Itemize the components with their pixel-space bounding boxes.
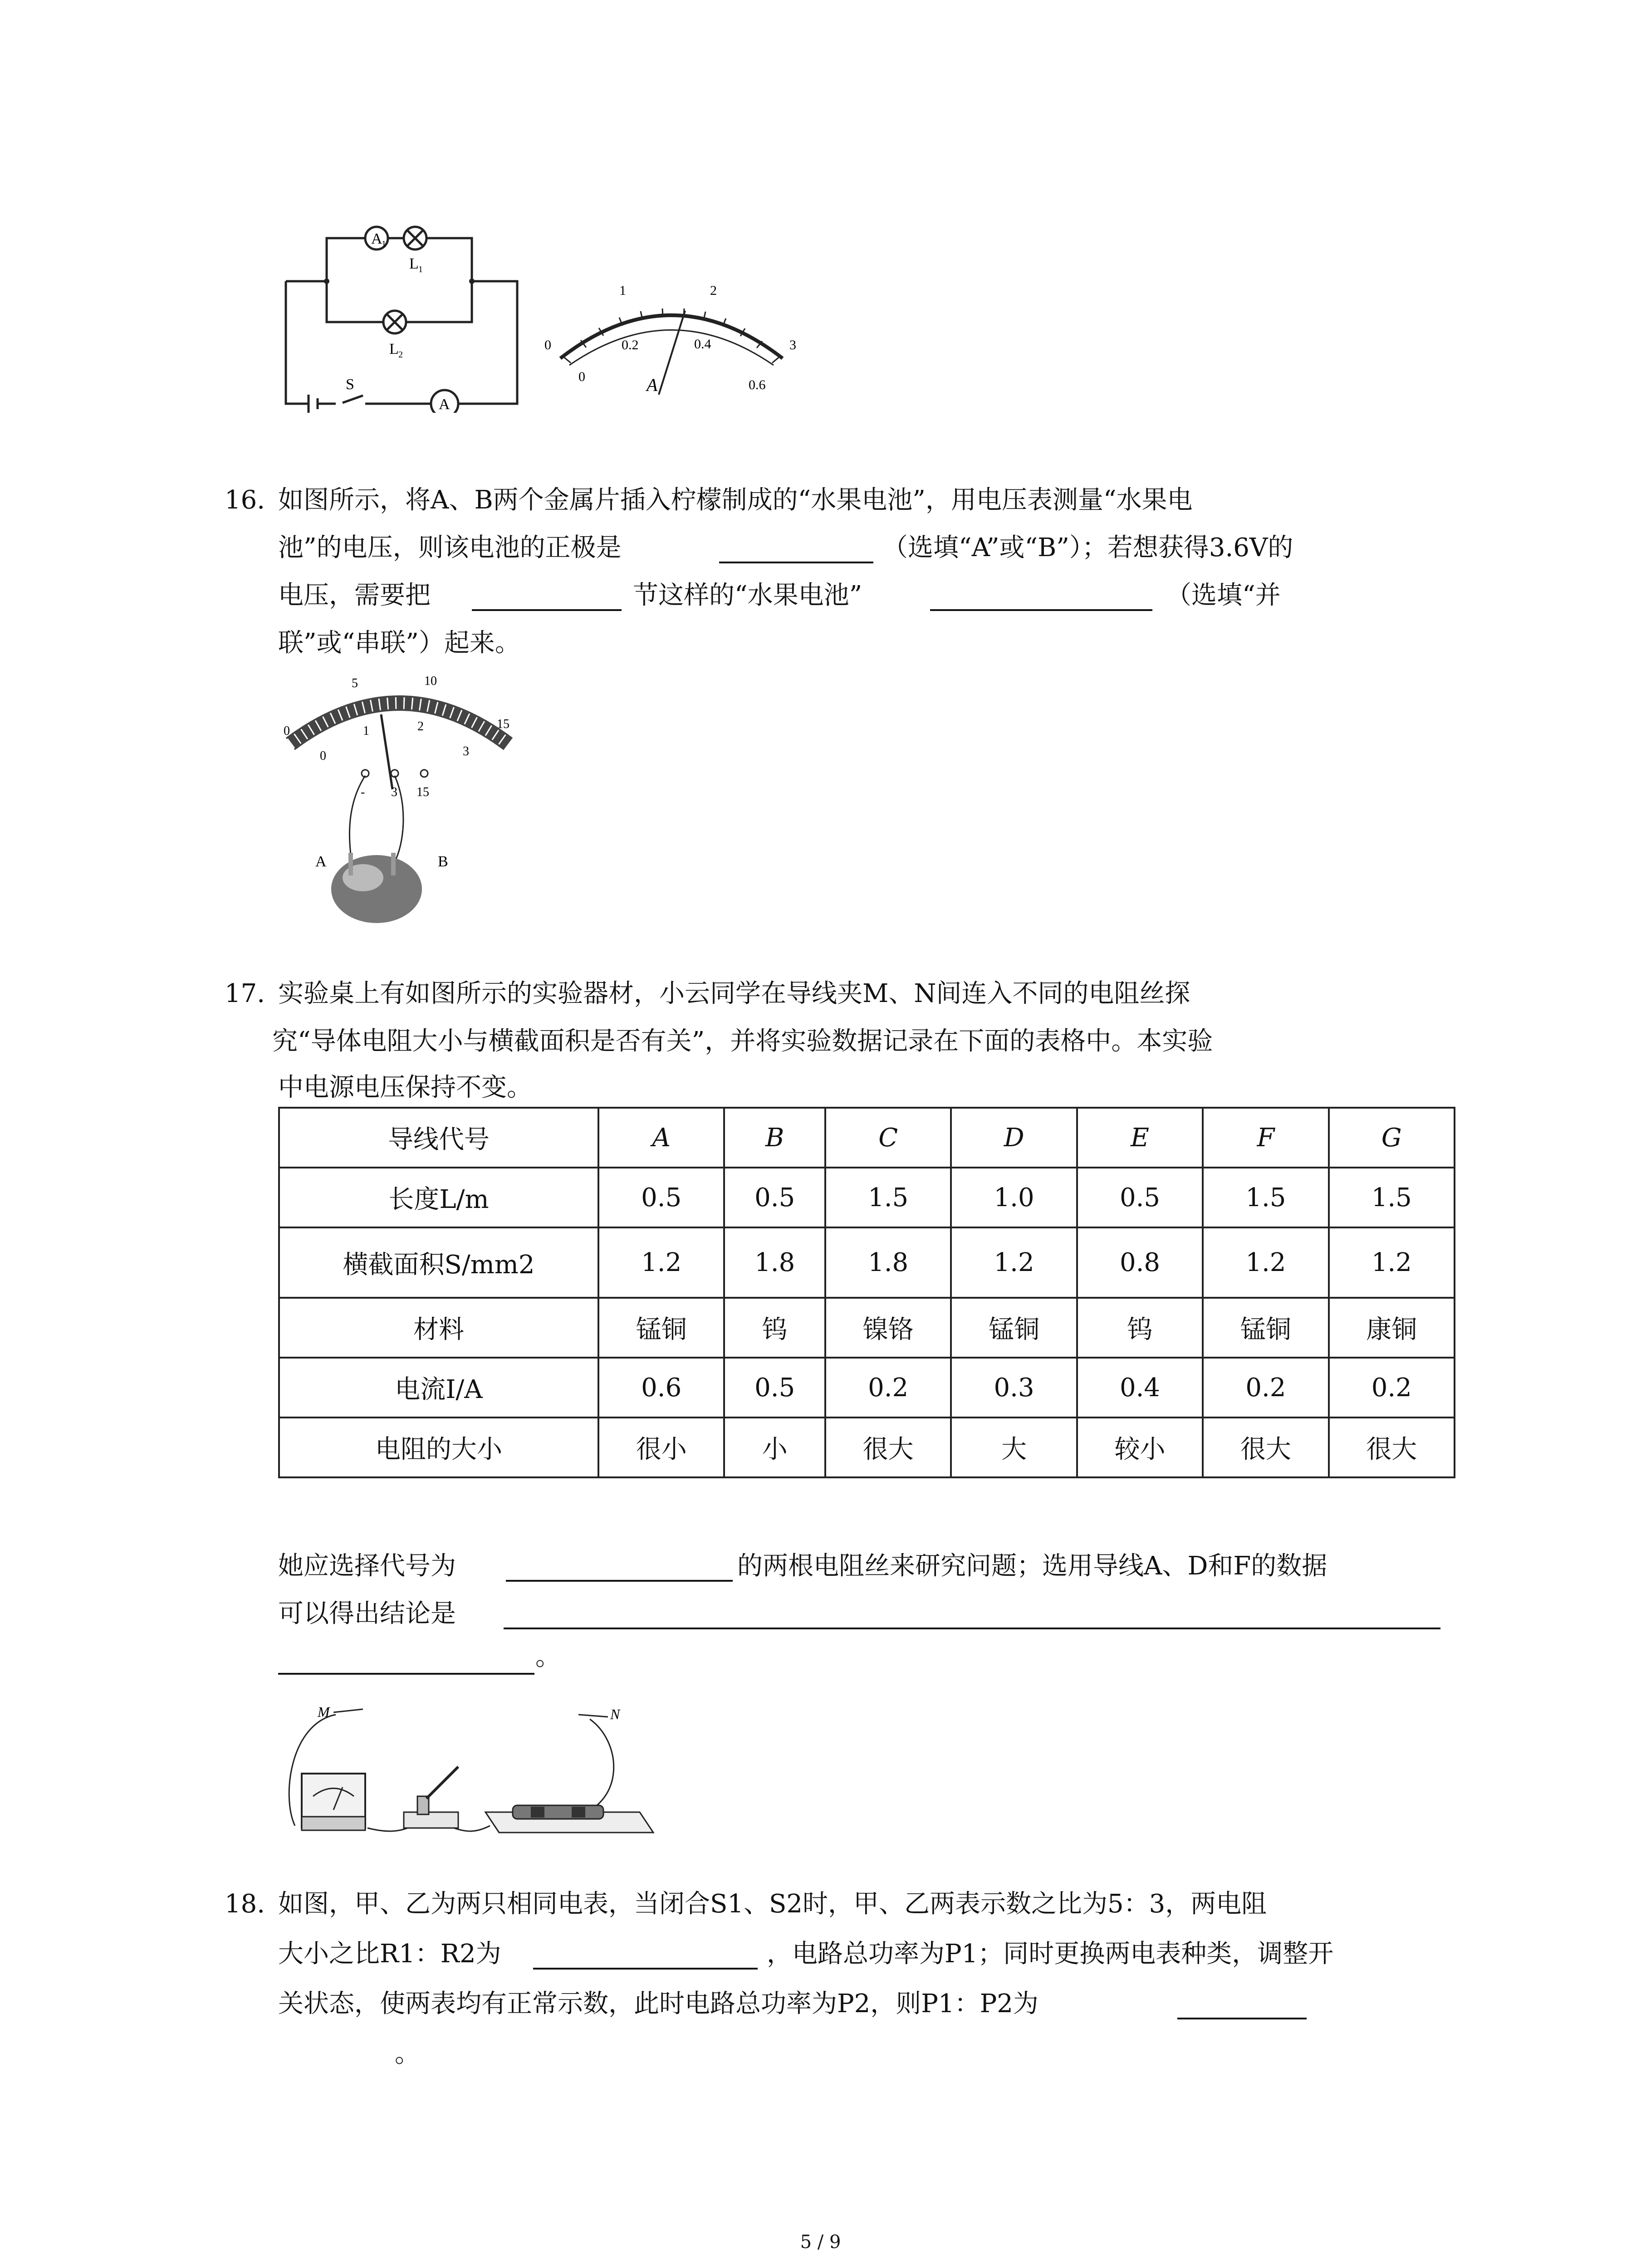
volt-top-tick-2: 10 — [424, 674, 437, 688]
dial-pointer-label: A — [647, 375, 658, 395]
lamp-l1-sub: 1 — [418, 264, 423, 274]
q16-line-3b: 节这样的“水果电池” — [633, 581, 862, 610]
volt-bottom-tick-2: 2 — [417, 719, 424, 733]
lamp-l2-sub: 2 — [398, 350, 403, 360]
q18-line-1: 如图，甲、乙为两只相同电表，当闭合S1、S2时，甲、乙两表示数之比为5：3，两电阻 — [278, 1889, 1267, 1919]
row-label: 电阻的大小 — [279, 1418, 598, 1477]
dial-bottom-tick-2: 0.4 — [694, 337, 711, 352]
q17-after-end: 。 — [535, 1642, 561, 1672]
q18-blank-2[interactable] — [1177, 1996, 1307, 2019]
dial-bottom-tick-3: 0.6 — [749, 377, 766, 392]
q15-ammeter-dial — [535, 272, 817, 408]
table-cell: B — [724, 1108, 825, 1168]
row-label: 电流I/A — [279, 1358, 598, 1418]
volt-top-tick-0: 0 — [284, 724, 290, 738]
table-cell: 1.5 — [1203, 1168, 1328, 1227]
table-cell: 0.8 — [1077, 1227, 1203, 1298]
table-cell: 0.2 — [1203, 1358, 1328, 1418]
electrode-b-label: B — [438, 853, 448, 870]
table-cell: 锰铜 — [951, 1298, 1077, 1358]
table-cell: 1.8 — [825, 1227, 951, 1298]
q16-number: 16. — [225, 485, 265, 515]
q18-line-end: 。 — [395, 2039, 420, 2068]
volt-bottom-tick-3: 3 — [463, 744, 469, 758]
q17-blank-1[interactable] — [506, 1558, 733, 1582]
table-cell: 0.5 — [598, 1168, 724, 1227]
table-cell: 1.2 — [951, 1227, 1077, 1298]
q16-line-3a: 电压，需要把 — [278, 581, 431, 610]
q18-blank-1[interactable] — [533, 1946, 758, 1970]
table-cell: 锰铜 — [1203, 1298, 1328, 1358]
q15-circuit-diagram — [272, 218, 526, 413]
table-cell: 1.5 — [1329, 1168, 1455, 1227]
table-cell: 钨 — [724, 1298, 825, 1358]
table-cell: 0.2 — [825, 1358, 951, 1418]
q17-after-2: 可以得出结论是 — [278, 1599, 456, 1628]
q17-line-3: 中电源电压保持不变。 — [278, 1073, 532, 1102]
table-cell: 0.5 — [1077, 1168, 1203, 1227]
dial-bottom-tick-1: 0.2 — [622, 337, 639, 352]
lamp-l2-label: L — [389, 341, 399, 357]
q18-line-2a: 大小之比R1：R2为 — [278, 1939, 501, 1969]
volt-top-tick-1: 5 — [352, 676, 358, 690]
table-cell: C — [825, 1108, 951, 1168]
q18-number: 18. — [225, 1889, 265, 1919]
q16-blank-2[interactable] — [472, 587, 622, 611]
volt-top-tick-3: 15 — [497, 717, 509, 731]
q16-line-2b: （选填“A”或“B”）；若想获得3.6V的 — [882, 533, 1293, 562]
q16-line-4: 联”或“串联”）起来。 — [278, 628, 520, 658]
ammeter-label: A — [439, 396, 450, 413]
clip-m-label: M — [318, 1704, 330, 1720]
table-cell: 0.3 — [951, 1358, 1077, 1418]
table-cell: 锰铜 — [598, 1298, 724, 1358]
q16-voltmeter-lemon — [272, 671, 526, 925]
ammeter-a1-label: A — [371, 230, 382, 247]
switch-label: S — [346, 376, 354, 393]
row-label: 长度L/m — [279, 1168, 598, 1227]
table-cell: D — [951, 1108, 1077, 1168]
table-cell: 1.8 — [724, 1227, 825, 1298]
table-cell: 0.4 — [1077, 1358, 1203, 1418]
q17-apparatus — [277, 1696, 658, 1846]
terminal-15: 15 — [416, 785, 429, 799]
table-row — [279, 1227, 1455, 1298]
dial-top-tick-1: 1 — [619, 283, 626, 298]
volt-bottom-tick-1: 1 — [363, 724, 369, 738]
dial-top-tick-3: 3 — [789, 337, 796, 352]
q18-line-3: 关状态，使两表均有正常示数，此时电路总功率为P2，则P1：P2为 — [278, 1989, 1038, 2019]
table-cell: 小 — [724, 1418, 825, 1477]
clip-n-label: N — [610, 1706, 620, 1722]
q16-blank-1[interactable] — [719, 540, 873, 563]
table-cell: A — [598, 1108, 724, 1168]
table-cell: 1.2 — [598, 1227, 724, 1298]
table-cell: 0.5 — [724, 1168, 825, 1227]
table-cell: 0.5 — [724, 1358, 825, 1418]
terminal-minus: - — [361, 785, 365, 799]
table-row — [279, 1358, 1455, 1418]
q17-data-table — [278, 1107, 1455, 1478]
table-cell: 很大 — [1203, 1418, 1328, 1477]
table-cell: 1.0 — [951, 1168, 1077, 1227]
table-row — [279, 1298, 1455, 1358]
table-cell: 0.6 — [598, 1358, 724, 1418]
table-cell: 较小 — [1077, 1418, 1203, 1477]
table-cell: E — [1077, 1108, 1203, 1168]
q17-number: 17. — [225, 979, 265, 1008]
row-label: 导线代号 — [279, 1108, 598, 1168]
table-cell: 很大 — [825, 1418, 951, 1477]
table-cell: 1.2 — [1329, 1227, 1455, 1298]
q17-blank-3[interactable] — [278, 1651, 534, 1675]
table-cell: G — [1329, 1108, 1455, 1168]
table-cell: 镍铬 — [825, 1298, 951, 1358]
dial-top-tick-2: 2 — [710, 283, 717, 298]
table-cell: 很大 — [1329, 1418, 1455, 1477]
q16-line-2a: 池”的电压，则该电池的正极是 — [278, 533, 622, 562]
q17-after-1a: 她应选择代号为 — [278, 1551, 456, 1581]
table-cell: 0.2 — [1329, 1358, 1455, 1418]
volt-bottom-tick-0: 0 — [320, 749, 326, 763]
table-cell: 1.2 — [1203, 1227, 1328, 1298]
table-row — [279, 1168, 1455, 1227]
ammeter-a1-sub: 1 — [382, 239, 386, 249]
dial-top-tick-0: 0 — [544, 337, 551, 352]
table-row — [279, 1418, 1455, 1477]
q16-line-3c: （选填“并 — [1166, 581, 1281, 610]
q16-line-1: 如图所示，将A、B两个金属片插入柠檬制成的“水果电池”，用电压表测量“水果电 — [278, 485, 1193, 515]
q17-line-1: 实验桌上有如图所示的实验器材，小云同学在导线夹M、N间连入不同的电阻丝探 — [278, 979, 1190, 1008]
dial-bottom-tick-0: 0 — [578, 369, 585, 384]
q17-line-2: 究“导体电阻大小与横截面积是否有关”，并将实验数据记录在下面的表格中。本实验 — [272, 1026, 1213, 1056]
table-cell: 钨 — [1077, 1298, 1203, 1358]
terminal-3: 3 — [391, 785, 397, 799]
table-row — [279, 1108, 1455, 1168]
electrode-a-label: A — [315, 853, 327, 870]
q17-after-1b: 的两根电阻丝来研究问题；选用导线A、D和F的数据 — [737, 1551, 1327, 1581]
table-cell: 康铜 — [1329, 1298, 1455, 1358]
table-cell: 大 — [951, 1418, 1077, 1477]
table-cell: 1.5 — [825, 1168, 951, 1227]
row-label: 材料 — [279, 1298, 598, 1358]
table-cell: 很小 — [598, 1418, 724, 1477]
row-label: 横截面积S/mm2 — [279, 1227, 598, 1298]
q18-line-2b: ，电路总功率为P1；同时更换两电表种类，调整开 — [767, 1939, 1334, 1969]
table-cell: F — [1203, 1108, 1328, 1168]
lamp-l1-label: L — [409, 255, 419, 272]
q17-blank-2[interactable] — [504, 1606, 1440, 1629]
q16-blank-3[interactable] — [930, 587, 1152, 611]
page-number: 5 / 9 — [800, 2232, 841, 2253]
